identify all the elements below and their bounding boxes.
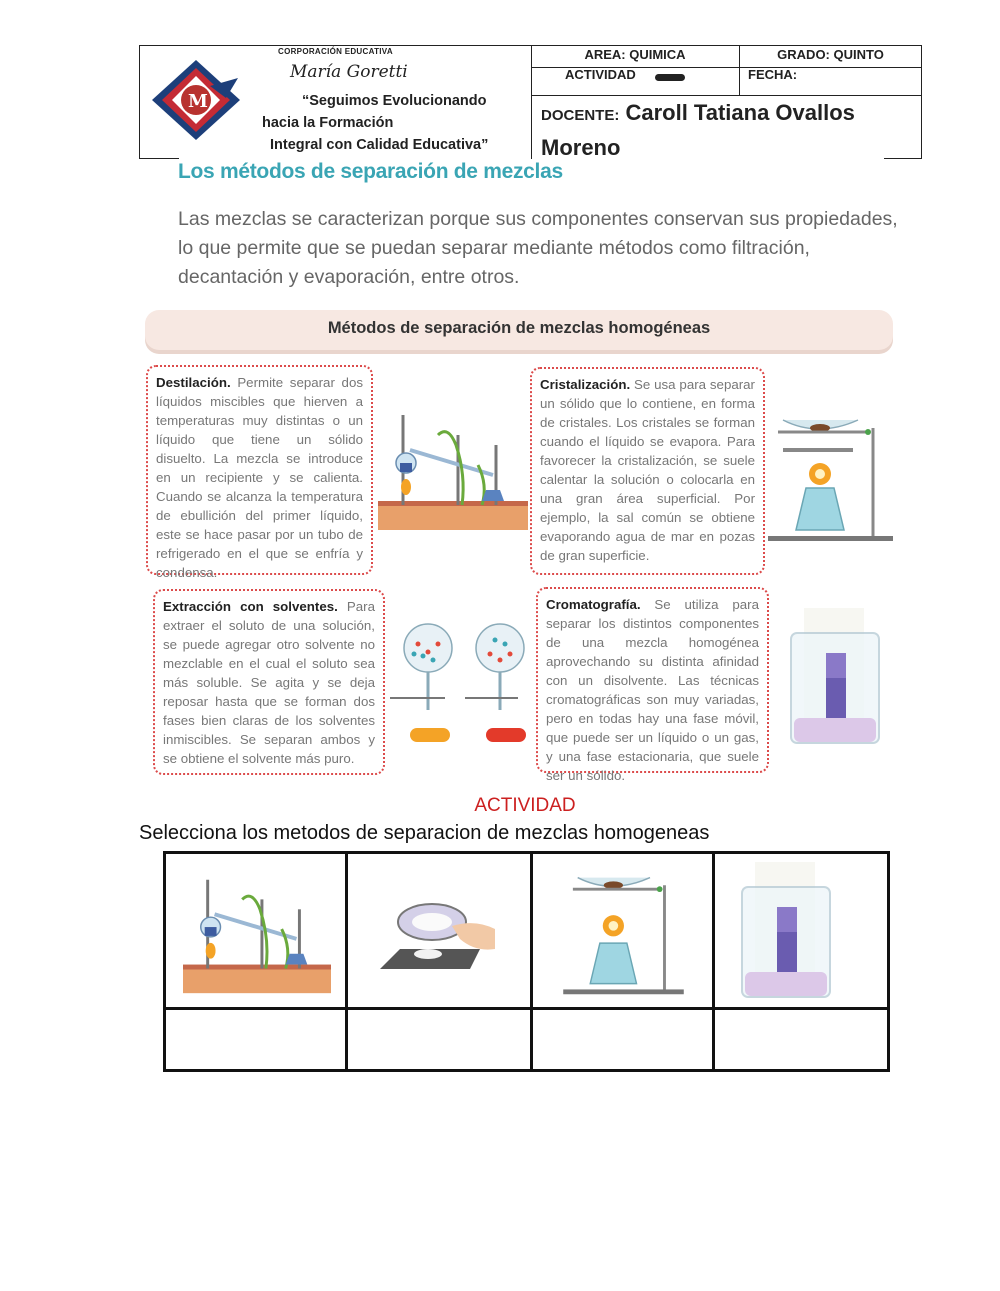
corp-label: CORPORACIÓN EDUCATIVA [278, 47, 393, 56]
filtration-image [380, 894, 500, 974]
method-name: Extracción con solventes. [163, 599, 338, 614]
docente-label: DOCENTE: [541, 107, 620, 124]
activity-title: ACTIVIDAD [474, 795, 576, 816]
method-name: Cromatografía. [546, 597, 641, 612]
option-crystallization[interactable] [533, 854, 712, 1007]
actividad-field: ACTIVIDAD [565, 67, 636, 82]
header-row-divider [531, 95, 922, 96]
distillation-image [183, 869, 331, 994]
motto-line: “Seguimos Evolucionando [302, 93, 487, 109]
answer-table [163, 851, 890, 1072]
chromatography-image [737, 862, 835, 1002]
answer-cell[interactable] [166, 1010, 345, 1069]
section-band [145, 310, 893, 350]
method-card-extraccion [153, 589, 385, 775]
grado-field: GRADO: QUINTO [777, 47, 884, 62]
school-logo [150, 58, 242, 142]
school-motto [262, 90, 512, 156]
svg-text:M: M [188, 91, 208, 112]
method-card-cromatografia [536, 587, 769, 783]
header-border-right [921, 45, 922, 159]
method-description: Permite separar dos líquidos miscibles que hierven a temperaturas muy distintas o un líquido que tiene un sólido disuelto. La mezcla se introduce en un recipiente y se calienta. Cuando se alcanza la temperatura de ebullición del primer líquido, este se hace pasar por un tubo de refrigerado en el que se enfría y condensa. [156, 375, 363, 580]
header-border-bottom [139, 158, 179, 159]
answer-cell[interactable] [533, 1010, 712, 1069]
chromatography-illustration [786, 608, 884, 748]
header-border-mid [531, 45, 532, 159]
method-name: Cristalización. [540, 377, 631, 392]
crystallization-image [561, 866, 686, 1001]
activity-instruction: Selecciona los metodos de separacion de mezclas homogeneas [139, 822, 710, 844]
header-border-left [139, 45, 140, 159]
docente-field [541, 97, 911, 164]
solvent-extraction-illustration [390, 610, 540, 745]
method-description: Se utiliza para separar los distintos componentes de una mezcla homogénea aprovechando su distinta afinidad con un disolvente. Las técnicas cromatográficas son muy variadas, pero en todas hay una fase móvil, que puede ser un líquido o un gas, y una fase estacionaria, que suele ser un sólido. [546, 597, 759, 783]
intro-paragraph: Las mezclas se caracterizan porque sus componentes conservan sus propiedades, lo que permite que se puedan separar mediante métodos como filtración, decantación y evaporación, entre otros. [178, 208, 898, 288]
option-filtration[interactable] [348, 854, 530, 1007]
fecha-field: FECHA: [748, 67, 798, 82]
page-title: Los métodos de separación de mezclas [178, 160, 563, 183]
method-description: Se usa para separar un sólido que lo contiene, en forma de cristales. Los cristales se forman cuando el líquido se evapora. Para favorecer la cristalización, se suele calentar la solución o colocarla en una gran área superficial. Por ejemplo, la sal común se obtiene evaporando agua de mar en pozas de gran superficie. [540, 377, 755, 563]
docente-name: Caroll Tatiana Ovallos Moreno [541, 100, 855, 160]
answer-cell[interactable] [715, 1010, 887, 1069]
section-title: Métodos de separación de mezclas homogéneas [327, 319, 711, 337]
school-name: María Goretti [290, 62, 408, 82]
activity-marker [655, 74, 685, 81]
method-card-destilacion [146, 365, 373, 580]
method-card-cristalizacion [530, 367, 765, 575]
option-distillation[interactable] [166, 854, 345, 1007]
motto-line: Integral con Calidad Educativa” [270, 137, 489, 153]
option-chromatography[interactable] [715, 854, 887, 1007]
motto-line: hacia la Formación [262, 115, 394, 131]
method-name: Destilación. [156, 375, 231, 390]
area-field: AREA: QUIMICA [584, 47, 686, 62]
answer-cell[interactable] [348, 1010, 530, 1069]
distillation-illustration [378, 405, 528, 530]
crystallization-illustration [768, 408, 893, 548]
method-description: Para extraer el soluto de una solución, se puede agregar otro solvente no mezclable en el cual el soluto sea más soluble. Se agita y se deja reposar hasta que se forman dos fases bien claras de los solventes inmiscibles. Se separan ambos y se obtiene el solvente más puro. [163, 599, 375, 766]
